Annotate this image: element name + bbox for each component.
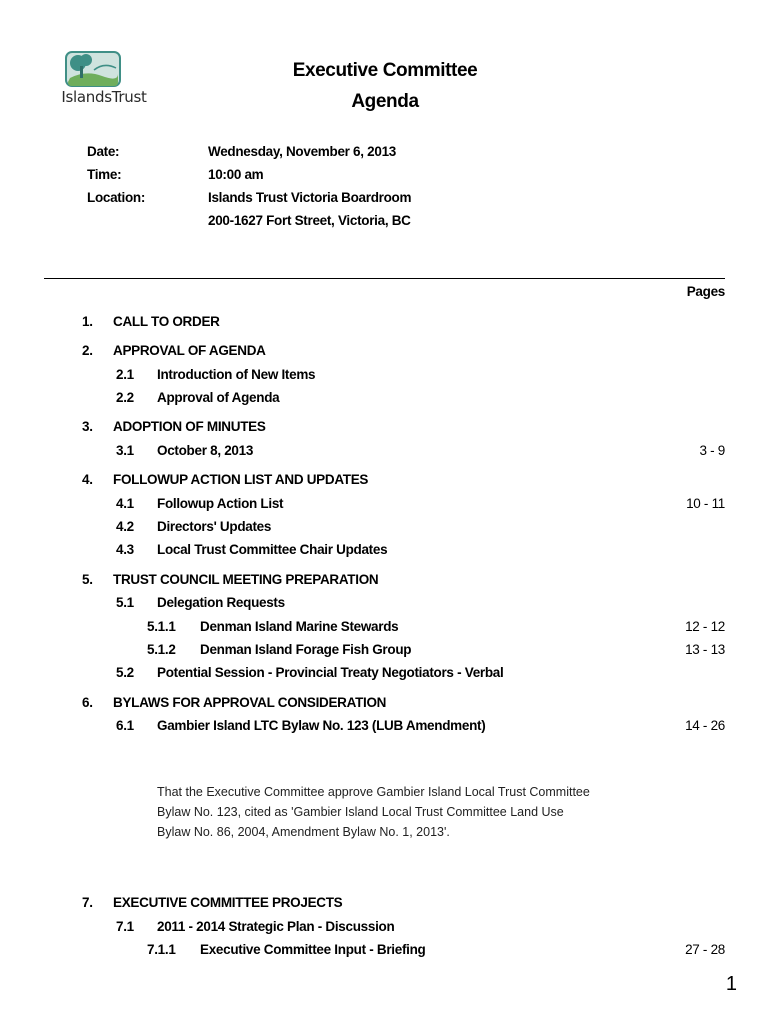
item-pages: 27 - 28	[685, 942, 725, 957]
item-number: 2.1	[116, 367, 134, 382]
agenda-item	[0, 419, 770, 437]
logo-wordmark: IslandsTrust	[61, 88, 147, 106]
item-title: Potential Session - Provincial Treaty Negotiators - Verbal	[157, 665, 504, 680]
agenda-item	[0, 665, 770, 683]
pages-column-heading: Pages	[686, 284, 725, 299]
date-value: Wednesday, November 6, 2013	[208, 144, 396, 159]
time-label: Time:	[87, 167, 122, 182]
item-number: 3.	[82, 419, 93, 434]
item-title: Denman Island Forage Fish Group	[200, 642, 412, 657]
item-title: Local Trust Committee Chair Updates	[157, 542, 388, 557]
time-value: 10:00 am	[208, 167, 264, 182]
item-title: CALL TO ORDER	[113, 314, 220, 329]
item-title: TRUST COUNCIL MEETING PREPARATION	[113, 572, 379, 587]
agenda-item	[0, 695, 770, 713]
page-subtitle: Agenda	[351, 91, 419, 112]
agenda-item	[0, 314, 770, 332]
item-title: Approval of Agenda	[157, 390, 280, 405]
item-title: ADOPTION OF MINUTES	[113, 419, 266, 434]
item-pages: 13 - 13	[685, 642, 725, 657]
item-number: 4.	[82, 472, 93, 487]
item-title: FOLLOWUP ACTION LIST AND UPDATES	[113, 472, 369, 487]
motion-text	[157, 782, 657, 842]
motion-line: That the Executive Committee approve Gambier Island Local Trust Committee	[157, 785, 590, 799]
agenda-item	[0, 942, 770, 960]
item-number: 7.1.1	[147, 942, 176, 957]
item-title: Directors' Updates	[157, 519, 272, 534]
item-title: BYLAWS FOR APPROVAL CONSIDERATION	[113, 695, 387, 710]
date-label: Date:	[87, 144, 120, 159]
item-number: 6.	[82, 695, 93, 710]
item-number: 7.	[82, 895, 93, 910]
item-number: 5.	[82, 572, 93, 587]
agenda-item	[0, 443, 770, 461]
agenda-item	[0, 595, 770, 613]
item-number: 4.2	[116, 519, 134, 534]
agenda-item	[0, 542, 770, 560]
page-title: Executive Committee	[292, 60, 478, 81]
agenda-item	[0, 367, 770, 385]
agenda-item	[0, 642, 770, 660]
item-pages: 3 - 9	[699, 443, 725, 458]
item-pages: 10 - 11	[686, 496, 725, 511]
agenda-item	[0, 919, 770, 937]
item-number: 5.1.2	[147, 642, 176, 657]
agenda-item	[0, 619, 770, 637]
item-number: 2.	[82, 343, 93, 358]
location-label: Location:	[87, 190, 146, 205]
item-title: 2011 - 2014 Strategic Plan - Discussion	[157, 919, 395, 934]
item-number: 4.3	[116, 542, 134, 557]
agenda-item	[0, 519, 770, 537]
item-number: 4.1	[116, 496, 134, 511]
item-number: 5.2	[116, 665, 134, 680]
item-title: Delegation Requests	[157, 595, 285, 610]
header-divider	[44, 278, 725, 279]
address-value: 200-1627 Fort Street, Victoria, BC	[208, 213, 411, 228]
agenda-item	[0, 343, 770, 361]
location-value: Islands Trust Victoria Boardroom	[208, 190, 412, 205]
agenda-item	[0, 895, 770, 913]
agenda-item	[0, 718, 770, 736]
item-title: Executive Committee Input - Briefing	[200, 942, 426, 957]
item-title: EXECUTIVE COMMITTEE PROJECTS	[113, 895, 343, 910]
agenda-item	[0, 496, 770, 514]
motion-line: Bylaw No. 86, 2004, Amendment Bylaw No. 1, 2013'.	[157, 825, 450, 839]
item-number: 7.1	[116, 919, 134, 934]
item-title: October 8, 2013	[157, 443, 254, 458]
item-number: 6.1	[116, 718, 134, 733]
item-pages: 14 - 26	[685, 718, 725, 733]
item-number: 2.2	[116, 390, 134, 405]
item-title: Denman Island Marine Stewards	[200, 619, 399, 634]
motion-line: Bylaw No. 123, cited as 'Gambier Island Local Trust Committee Land Use	[157, 805, 564, 819]
agenda-item	[0, 572, 770, 590]
item-title: Gambier Island LTC Bylaw No. 123 (LUB Amendment)	[157, 718, 486, 733]
item-number: 1.	[82, 314, 93, 329]
item-number: 3.1	[116, 443, 134, 458]
page-number: 1	[725, 973, 737, 995]
item-title: Followup Action List	[157, 496, 284, 511]
item-pages: 12 - 12	[685, 619, 725, 634]
item-title: Introduction of New Items	[157, 367, 316, 382]
item-title: APPROVAL OF AGENDA	[113, 343, 266, 358]
agenda-item	[0, 390, 770, 408]
item-number: 5.1.1	[147, 619, 176, 634]
agenda-item	[0, 472, 770, 490]
item-number: 5.1	[116, 595, 134, 610]
